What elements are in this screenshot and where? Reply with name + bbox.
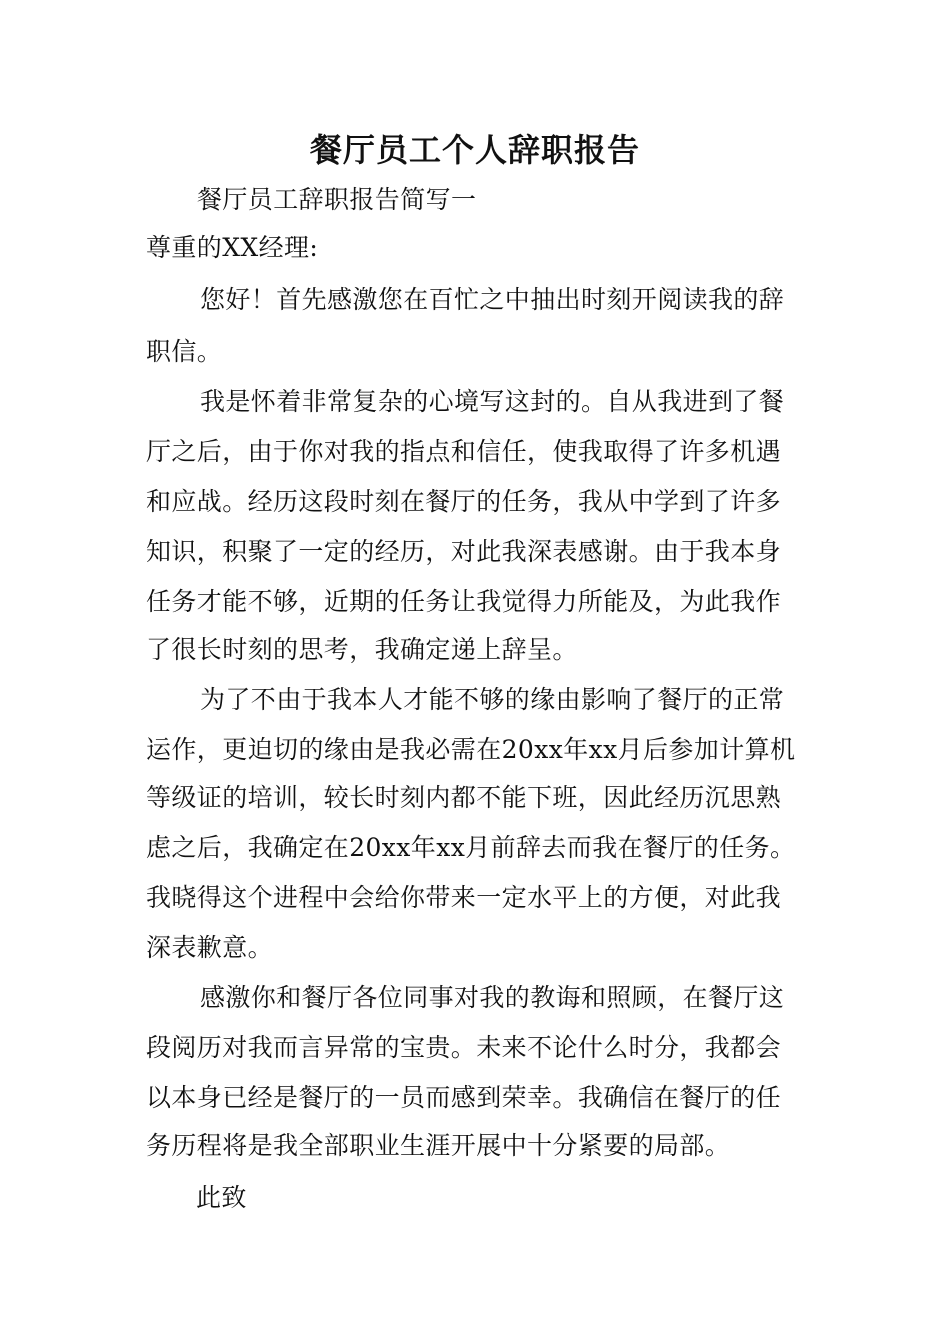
paragraph-line: 虑之后，我确定在20xx年xx月前辞去而我在餐厅的任务。 [146, 833, 796, 862]
paragraph-line: 知识，积聚了一定的经历，对此我深表感谢。由于我本身 [146, 537, 782, 566]
paragraph-line: 了很长时刻的思考，我确定递上辞呈。 [146, 635, 578, 664]
salutation: 尊重的XX经理: [146, 233, 319, 262]
paragraph-line: 任务才能不够，近期的任务让我觉得力所能及，为此我作 [146, 587, 782, 616]
paragraph-line: 务历程将是我全部职业生涯开展中十分紧要的局部。 [146, 1131, 731, 1160]
paragraph-line: 等级证的培训，较长时刻内都不能下班，因此经历沉思熟 [146, 783, 782, 812]
paragraph-line: 我晓得这个进程中会给你带来一定水平上的方便，对此我 [146, 883, 782, 912]
paragraph-line: 感激你和餐厅各位同事对我的教诲和照顾，在餐厅这 [200, 983, 785, 1012]
paragraph-line: 以本身已经是餐厅的一员而感到荣幸。我确信在餐厅的任 [146, 1083, 782, 1112]
closing-text: 此致 [196, 1183, 247, 1212]
document-subtitle: 餐厅员工辞职报告简写一 [197, 185, 477, 214]
paragraph-line: 段阅历对我而言异常的宝贵。未来不论什么时分，我都会 [146, 1033, 782, 1062]
paragraph-line: 深表歉意。 [146, 933, 274, 962]
paragraph-line: 运作，更迫切的缘由是我必需在20xx年xx月后参加计算机 [146, 735, 796, 764]
paragraph-line: 职信。 [146, 337, 223, 366]
document-title: 餐厅员工个人辞职报告 [309, 131, 640, 169]
paragraph-line: 您好！首先感激您在百忙之中抽出时刻开阅读我的辞 [200, 285, 785, 314]
paragraph-line: 我是怀着非常复杂的心境写这封的。自从我进到了餐 [200, 387, 785, 416]
paragraph-line: 为了不由于我本人才能不够的缘由影响了餐厅的正常 [200, 685, 785, 714]
paragraph-line: 和应战。经历这段时刻在餐厅的任务，我从中学到了许多 [146, 487, 782, 516]
paragraph-line: 厅之后，由于你对我的指点和信任，使我取得了许多机遇 [146, 437, 782, 466]
